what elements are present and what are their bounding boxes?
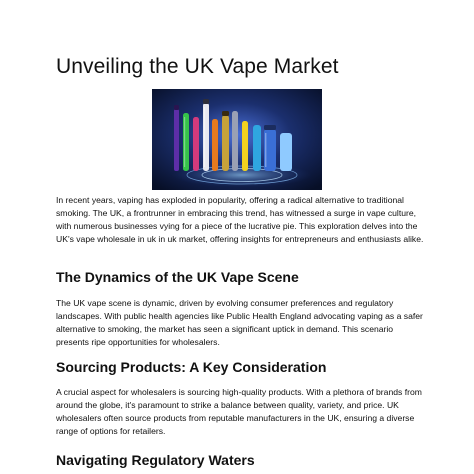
vape-products-illustration <box>152 89 322 190</box>
vape-products-image <box>152 89 322 190</box>
section-body-sourcing: A crucial aspect for wholesalers is sourcing high-quality products. With a plethora of brands from around the globe, it's paramount to strike a balance between quality, variety, and price. UK wholesalers often source products from reputable manufacturers in the UK, ensuring a diverse range of options for retailers. <box>56 387 422 436</box>
section-body-dynamics: The UK vape scene is dynamic, driven by evolving consumer preferences and regulatory landscapes. With public health agencies like Public Health England advocating vaping as a safer alternative to smoking, the market has seen a significant uptick in demand. This scenario presents ripe opportunities for wholesalers. <box>56 298 423 347</box>
page-title: Unveiling the UK Vape Market <box>56 55 339 78</box>
section-heading-dynamics: The Dynamics of the UK Vape Scene <box>56 269 299 285</box>
section-heading-regulatory: Navigating Regulatory Waters <box>56 452 255 468</box>
section-heading-sourcing: Sourcing Products: A Key Consideration <box>56 359 327 375</box>
intro-paragraph: In recent years, vaping has exploded in popularity, offering a radical alternative to traditional smoking. The UK, a frontrunner in embracing this trend, has witnessed a surge in vape culture, with numerous businesses vying for a piece of the lucrative pie. This exploration delves into the UK's vape wholesale in uk in uk market, offering insights for entrepreneurs and enthusiasts alike. <box>56 195 424 244</box>
